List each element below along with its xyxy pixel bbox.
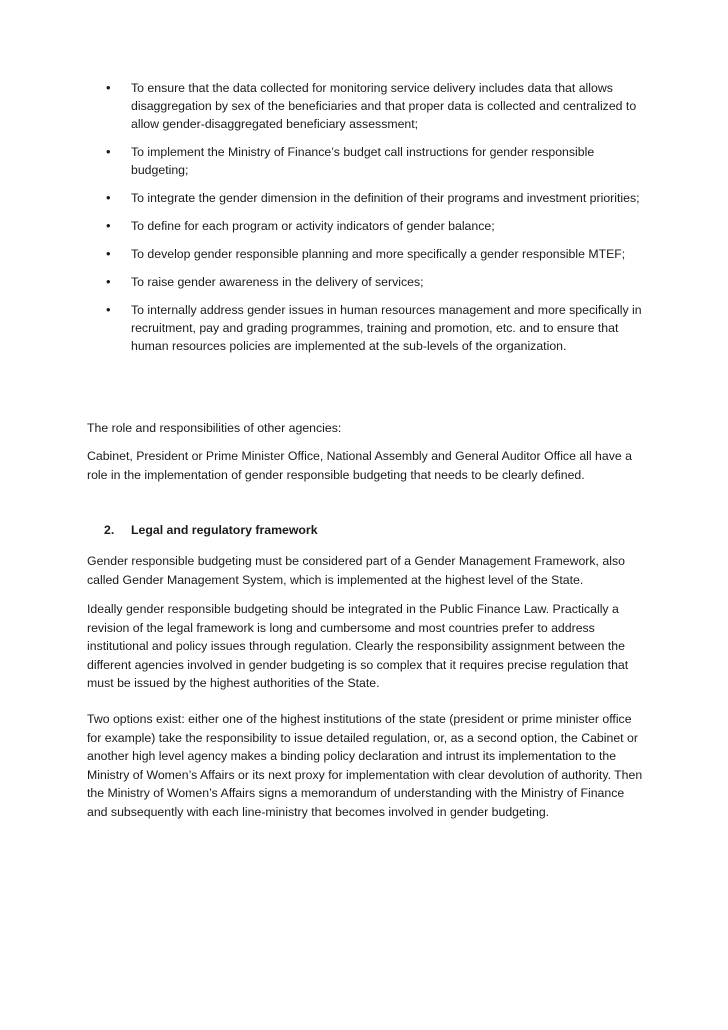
bullet-text: To integrate the gender dimension in the definition of their programs and investment priorities;: [131, 191, 640, 205]
bullet-text: To ensure that the data collected for monitoring service delivery includes data that allows disaggregation by sex of the beneficiaries and that proper data is collected and centralized to allow gender-disaggregated beneficiary assessment;: [131, 81, 637, 131]
bullet-icon: •: [106, 80, 111, 95]
bullet-text: To implement the Ministry of Finance’s budget call instructions for gender responsible budgeting;: [131, 145, 595, 177]
bullet-item: [0, 273, 728, 291]
bullet-icon: •: [106, 274, 111, 289]
other-agencies-paragraph: Cabinet, President or Prime Minister Office, National Assembly and General Auditor Office all have a role in the implementation of gender responsible budgeting that needs to be clearly defined.: [87, 449, 632, 482]
responsibilities-bullet-list: [0, 79, 728, 365]
bullet-icon: •: [106, 218, 111, 233]
bullet-text: To internally address gender issues in human resources management and more specifically in recruitment, pay and grading programmes, training and promotion, etc. and to ensure that human resources policies are implemented at the sub-levels of the organization.: [131, 303, 642, 353]
bullet-icon: •: [106, 302, 111, 317]
bullet-text: To raise gender awareness in the delivery of services;: [131, 275, 424, 289]
bullet-item: [0, 301, 728, 355]
section-title: Legal and regulatory framework: [131, 523, 318, 537]
bullet-item: [0, 79, 728, 133]
bullet-item: [0, 189, 728, 207]
bullet-icon: •: [106, 246, 111, 261]
section-heading: [104, 521, 318, 539]
bullet-icon: •: [106, 190, 111, 205]
section-number: 2.: [104, 523, 115, 537]
body-paragraph: Ideally gender responsible budgeting should be integrated in the Public Finance Law. Practically a revision of the legal framework is long and cumbersome and most countries prefer to address institutional and policy issues through regulation. Clearly the responsibility assignment between the different agencies involved in gender budgeting is so complex that it requires precise regulation that must be issued by the highest authorities of the State.: [87, 602, 629, 690]
bullet-text: To define for each program or activity indicators of gender balance;: [131, 219, 495, 233]
other-agencies-intro: The role and responsibilities of other agencies:: [87, 421, 342, 435]
bullet-icon: •: [106, 144, 111, 159]
body-paragraph: Two options exist: either one of the highest institutions of the state (president or prime minister office for example) take the responsibility to issue detailed regulation, or, as a second option, the Cabinet or another high level agency makes a binding policy declaration and intrust its implementation to the Ministry of Women’s Affairs or its next proxy for implementation with clear devolution of authority. Then the Ministry of Women’s Affairs signs a memorandum of understanding with the Ministry of Finance and subsequently with each line-ministry that becomes involved in gender budgeting.: [87, 712, 643, 819]
bullet-item: [0, 245, 728, 263]
body-paragraph: Gender responsible budgeting must be considered part of a Gender Management Framework, also called Gender Management System, which is implemented at the highest level of the State.: [87, 554, 625, 587]
bullet-item: [0, 217, 728, 235]
bullet-text: To develop gender responsible planning and more specifically a gender responsible MTEF;: [131, 247, 626, 261]
bullet-item: [0, 143, 728, 179]
